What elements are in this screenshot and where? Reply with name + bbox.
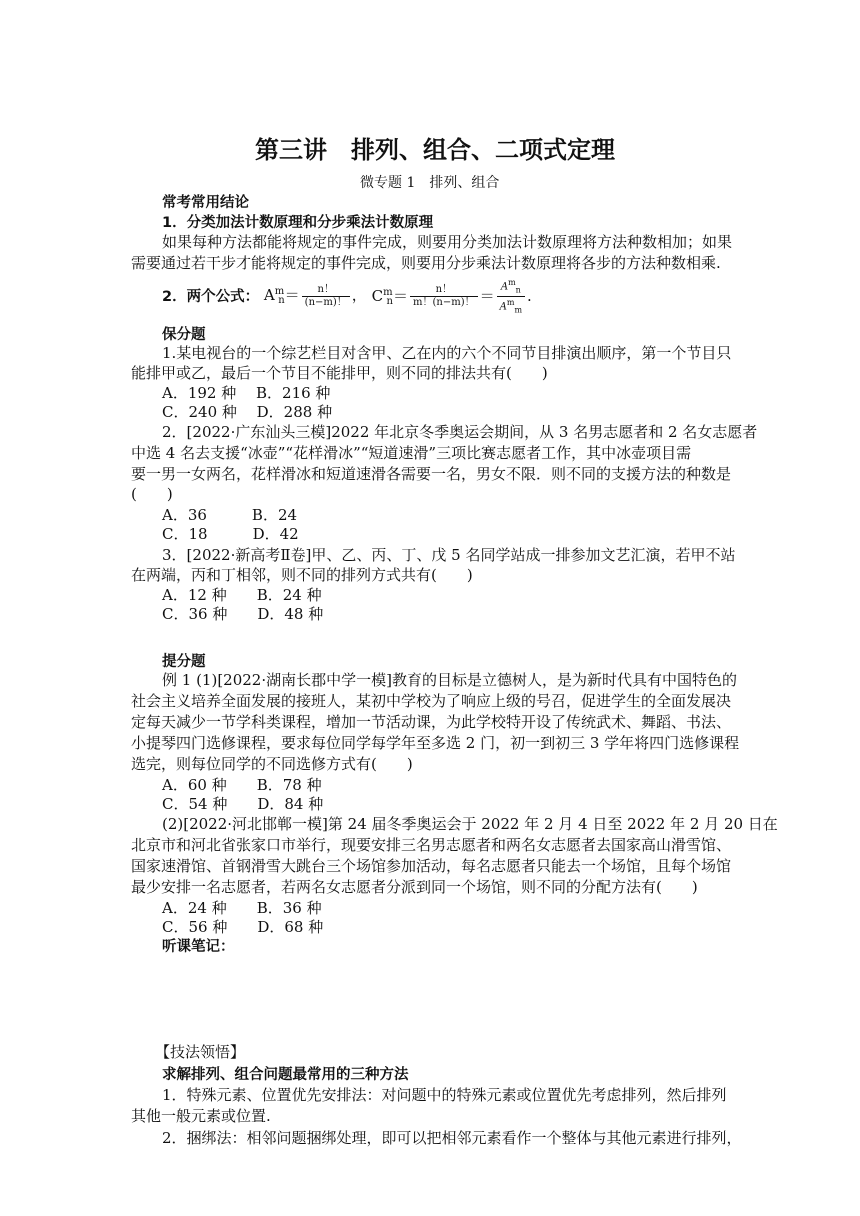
ex2-options-row1: A．24 种 B．36 种: [162, 899, 322, 917]
q3-line1: 3．[2022·新高考Ⅱ卷]甲、乙、丙、丁、戊 5 名同学站成一排参加文艺汇演，若甲不站: [162, 546, 736, 564]
permutation-formula: [264, 282, 367, 311]
fraction-3-numerator-a: A: [500, 281, 509, 293]
ex2-line4: 最少安排一名志愿者，若两名女志愿者分派到同一个场馆，则不同的分配方法有( ): [131, 878, 698, 896]
fraction-3-numerator-sub: n: [515, 285, 521, 295]
technique-heading: 求解排列、组合问题最常用的三种方法: [162, 1067, 409, 1083]
q1-options-row2: C．240 种 D．288 种: [162, 403, 333, 421]
page-subtitle: 微专题 1 排列、组合: [360, 175, 500, 191]
period: .: [527, 286, 532, 305]
fraction-2-denominator: m！(n−m)！: [413, 297, 475, 309]
technique1-line1: 1．特殊元素、位置优先安排法：对问题中的特殊元素或位置优先考虑排列，然后排列: [162, 1086, 727, 1104]
technique2-line1: 2．捆绑法：相邻问题捆绑处理，即可以把相邻元素看作一个整体与其他元素进行排列，: [162, 1129, 742, 1147]
ex2-options-row2: C．56 种 D．68 种: [162, 918, 324, 936]
ex2-line1: (2)[2022·河北邯郸一模]第 24 届冬季奥运会于 2022 年 2 月 4 日至 2022 年 2 月 20 日在: [162, 815, 778, 833]
ex1-options-row1: A．60 种 B．78 种: [162, 776, 322, 794]
ex1-line5: 选完，则每位同学的不同选修方式有( ): [131, 755, 413, 773]
q3-options-row2: C．36 种 D．48 种: [162, 605, 324, 623]
section-heading-basic: 保分题: [162, 327, 206, 343]
sub-n: n: [278, 295, 285, 307]
ex1-options-row2: C．54 种 D．84 种: [162, 795, 324, 813]
combination-formula: [372, 277, 532, 317]
q2-line1: 2．[2022·广东汕头三模]2022 年北京冬季奥运会期间，从 3 名男志愿者和 2 名女志愿者: [162, 423, 758, 441]
q2-options-row2: C．18 D．42: [162, 525, 299, 543]
symbol-a: A: [263, 286, 275, 305]
ex2-line3: 国家速滑馆、首钢滑雪大跳台三个场馆参加活动，每名志愿者只能去一个场馆，且每个场馆: [131, 857, 732, 875]
item1-text-line1: 如果每种方法都能将规定的事件完成，则要用分类加法计数原理将方法种数相加；如果: [162, 233, 733, 251]
notes-label: 听课笔记：: [162, 939, 235, 955]
page-title: 第三讲 排列、组合、二项式定理: [255, 136, 615, 164]
fraction-2-numerator: n！: [410, 284, 478, 297]
q1-options-row1: A．192 种 B．216 种: [162, 384, 331, 402]
fraction-1-denominator: (n−m)！: [304, 296, 347, 308]
technique1-line2: 其他一般元素或位置.: [131, 1107, 271, 1125]
ex1-line1: 例 1 (1)[2022·湖南长郡中学一模]教育的目标是立德树人，是为新时代具有中国特色的: [162, 671, 737, 689]
q1-line1: 1.某电视台的一个综艺栏目对含甲、乙在内的六个不同节目排演出顺序，第一个节目只: [162, 344, 732, 362]
section-heading-common: 常考常用结论: [162, 195, 249, 211]
item1-text-line2: 需要通过若干步才能将规定的事件完成，则要用分步乘法计数原理将各步的方法种数相乘.: [131, 254, 721, 272]
fraction-3-denominator: [497, 297, 525, 316]
technique-tag: 【技法领悟】: [155, 1043, 246, 1061]
item1-heading: 1．分类加法计数原理和分步乘法计数原理: [162, 215, 434, 231]
sup-m: m: [383, 286, 393, 298]
fraction-3-numerator: [497, 277, 525, 297]
item2-label: 2．两个公式：: [162, 288, 260, 305]
q2-line4: ( ): [131, 485, 173, 503]
q2-line2: 中选 4 名去支援“冰壶”“花样滑冰”“短道速滑”三项比赛志愿者工作，其中冰壶项目需: [131, 444, 692, 462]
ex1-line4: 小提琴四门选修课程，要求每位同学每学年至多选 2 门，初一到初三 3 学年将四门选修课程: [131, 734, 740, 752]
q1-line2: 能排甲或乙，最后一个节目不能排甲，则不同的排法共有( ): [131, 364, 548, 382]
comma: ，: [351, 286, 367, 305]
q3-line2: 在两端，丙和丁相邻，则不同的排列方式共有( ): [131, 566, 473, 584]
q3-options-row1: A．12 种 B．24 种: [162, 586, 322, 604]
ex2-line2: 北京市和河北省张家口市举行，现要安排三名男志愿者和两名女志愿者去国家高山滑雪馆、: [131, 836, 732, 854]
fraction-1-numerator: n！: [302, 284, 350, 297]
section-heading-improve: 提分题: [162, 654, 206, 670]
fraction-3: [497, 277, 525, 317]
fraction-3-denominator-sup: m: [506, 298, 515, 308]
equals-sign: ＝: [393, 286, 409, 305]
ex1-line2: 社会主义培养全面发展的接班人，某初中学校为了响应上级的号召，促进学生的全面发展决: [131, 692, 732, 710]
item2-formula-line: [162, 277, 532, 317]
fraction-3-denominator-sub: m: [514, 305, 523, 315]
q2-options-row1: A．36 B．24: [162, 506, 298, 524]
ex1-line3: 定每天减少一节学科类课程，增加一节活动课，为此学校特开设了传统武术、舞蹈、书法、: [131, 713, 732, 731]
sub-n: n: [386, 295, 393, 307]
fraction-1: [302, 284, 350, 309]
q2-line3: 要一男一女两名，花样滑冰和短道速滑各需要一名，男女不限．则不同的支援方法的种数是: [131, 465, 732, 483]
sup-m: m: [274, 286, 285, 298]
equals-sign: ＝: [479, 286, 495, 305]
fraction-3-numerator-sup: m: [508, 278, 516, 287]
equals-sign: ＝: [284, 286, 300, 305]
fraction-3-denominator-a: A: [499, 301, 507, 313]
fraction-2: [410, 284, 478, 309]
symbol-c: C: [371, 286, 384, 305]
